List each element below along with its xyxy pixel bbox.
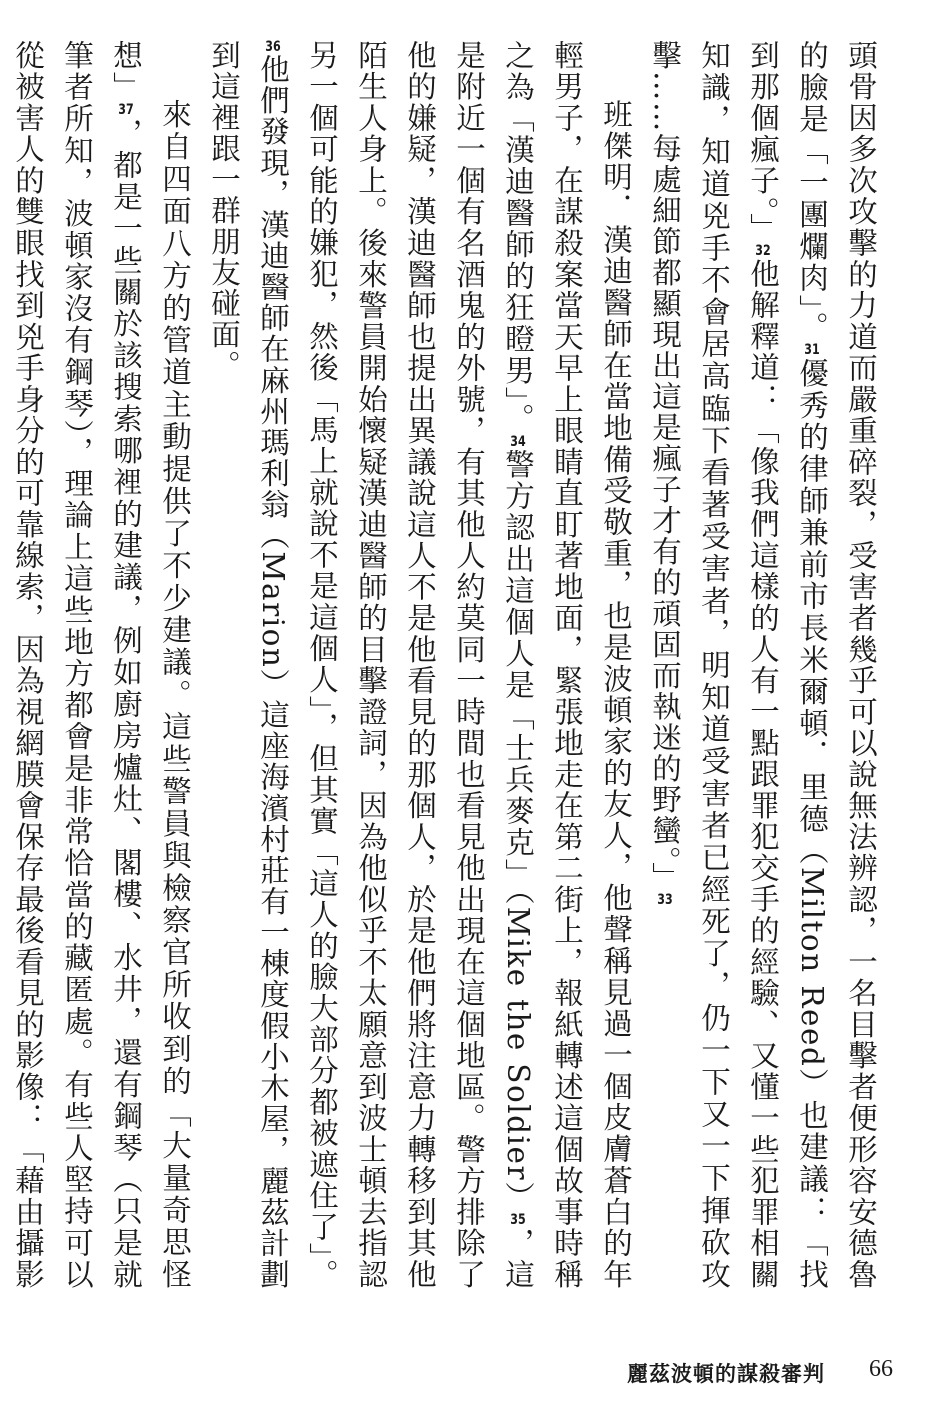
- body-text: [11, 40, 885, 1291]
- text-run: ，這是附近一個有名酒鬼的外號，有其他人約莫同一時間也看見他出現在這個地區。警方排除了他的嫌疑，漢迪醫師也提出異議說這人不是他看見的那個人，於是他們將注意力轉移到其他陌生人身上。後來警員開始懷疑漢迪醫師的目擊證詞，因為他似乎不太願意到波士頓去指認另一個可能的嫌犯，然後「馬上就說不是這個人」，但其實「這人的臉大部分都被遮住了」。: [305, 40, 535, 1291]
- running-title: 麗茲波頓的謀殺審判: [627, 1362, 825, 1386]
- text-run: 警方認出這個人是「士兵麥克」（Mike the Soldier）: [501, 449, 535, 1214]
- paragraph: [640, 40, 885, 1290]
- text-run: 來自四面八方的管道主動提供了不少建議。這些警員與檢察官所收到的「大量奇思怪想」: [109, 40, 192, 1290]
- footnote-marker: 34: [510, 434, 526, 449]
- footnote-marker: 31: [804, 343, 820, 358]
- footnote-marker: 33: [657, 893, 673, 908]
- text-run: 頭骨因多次攻擊的力道而嚴重碎裂，受害者幾乎可以說無法辨認，一名目擊者便形容安德魯的臉是「一團爛肉」。: [795, 40, 878, 1290]
- footnote-marker: 37: [118, 103, 134, 118]
- footnote-marker: 36: [265, 40, 281, 54]
- text-run: ，都是一些關於該搜索哪裡的建議，例如廚房爐灶、閣樓、水井，還有鋼琴（只是就筆者所知，波頓家沒有鋼琴），理論上這些地方都會是非常恰當的藏匿處。有些人堅持可以從被害人的雙眼找到兇手身分的可靠線索，因為視網膜會保存最後看見的影像：「藉由攝影: [11, 40, 143, 1291]
- paragraph: [0, 40, 199, 1290]
- page-footer: [0, 1352, 925, 1392]
- page-number: 66: [869, 1356, 893, 1382]
- text-run: 優秀的律師兼前市長米爾頓．里德（Milton Reed）也建議：「找到那個瘋子。」: [746, 40, 829, 1290]
- footnote-marker: 35: [510, 1213, 526, 1228]
- footnote-marker: 32: [755, 244, 771, 259]
- paragraph: [199, 40, 640, 1290]
- text-run: 他解釋道：「像我們這樣的人有一點跟罪犯交手的經驗、又懂一些犯罪相關知識，知道兇手不會居高臨下看著受害者，明知道受害者已經死了，仍一下又一下揮砍攻擊……每處細節都顯現出這是瘋子才有的頑固而執迷的野蠻。」: [648, 40, 780, 1291]
- text-run: 他們發現，漢迪醫師在麻州瑪利翁（Marion）這座海濱村莊有一棟度假小木屋，麗茲計劃到這裡跟一群朋友碰面。: [207, 40, 290, 1290]
- text-run: 班傑明．漢迪醫師在當地備受敬重，也是波頓家的友人，他聲稱見過一個皮膚蒼白的年輕男子，在謀殺案當天早上眼睛直盯著地面，緊張地走在第二街上，報紙轉述這個故事時稱之為「漢迪醫師的狂瞪男」。: [501, 40, 633, 1290]
